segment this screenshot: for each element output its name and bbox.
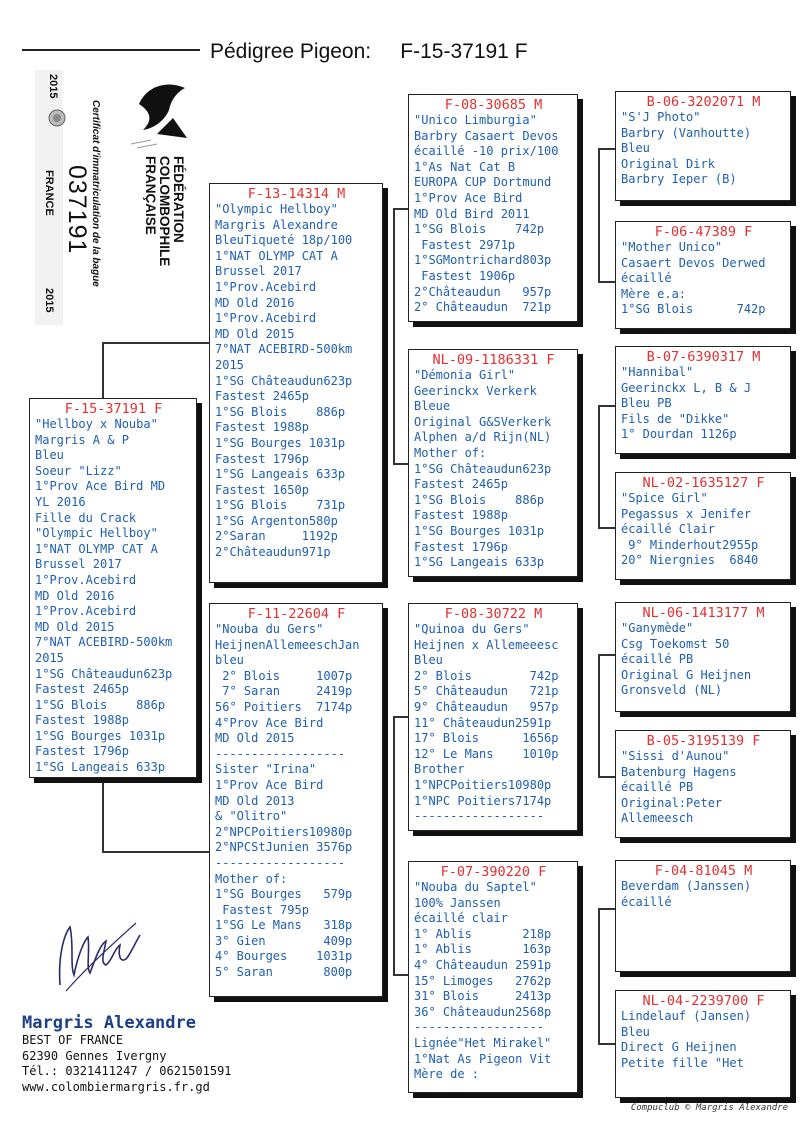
pigeon-detail-line: Fastest 1906p: [414, 268, 516, 283]
pigeon-detail-line: écaillé: [621, 894, 672, 909]
connector: [598, 281, 616, 283]
pigeon-card-subject: [29, 398, 197, 778]
pigeon-detail-line: "Quinoa du Gers": [414, 622, 530, 636]
pigeon-detail-line: Lindelauf (Jansen): [621, 1009, 752, 1023]
pigeon-ring-id: NL-02-1635127 F: [642, 475, 765, 491]
pigeon-detail-line: "Démonia Girl": [414, 368, 516, 382]
pigeon-detail-line: Pegassus x Jenifer: [621, 506, 752, 521]
pigeon-details: [414, 880, 573, 1083]
pigeon-detail-line: 1°As Nat Cat B: [414, 159, 516, 174]
pigeon-detail-line: Fastest 1650p: [215, 482, 309, 497]
pigeon-details: [215, 622, 378, 981]
pigeon-detail-line: 56° Poitiers 7174p: [215, 699, 353, 714]
pigeon-detail-line: Fastest 1988p: [414, 508, 508, 523]
pigeon-detail-line: Sister "Irina": [215, 762, 317, 777]
connector: [102, 772, 104, 852]
pigeon-detail-line: 7°NAT ACEBIRD-500km: [215, 342, 353, 357]
pigeon-detail-line: EUROPA CUP Dortmund: [414, 175, 552, 190]
pigeon-detail-line: bleu: [215, 653, 244, 668]
pigeon-detail-line: 2°Saran 1192p: [215, 529, 338, 544]
pigeon-detail-line: Barbry (Vanhoutte): [621, 125, 752, 140]
pigeon-details: [621, 491, 786, 569]
pigeon-detail-line: 1°NPC Poitiers7174p: [414, 793, 552, 808]
connector: [598, 527, 616, 529]
pigeon-detail-line: écaillé PB: [621, 652, 694, 667]
pigeon-ring-id: NL-04-2239700 F: [642, 993, 765, 1009]
pigeon-card-dam: [209, 603, 383, 997]
pigeon-detail-line: 2° Châteaudun 721p: [414, 300, 552, 315]
pigeon-ring-id: F-08-30722 M: [444, 606, 543, 622]
pigeon-detail-line: Fastest 1796p: [35, 744, 129, 759]
pigeon-detail-line: Margris Alexandre: [215, 217, 338, 232]
pigeon-details: [621, 1009, 786, 1071]
pigeon-detail-line: 20° Niergnies 6840: [621, 553, 759, 568]
owner-block: [22, 1013, 232, 1095]
pigeon-detail-line: 1°SG Blois 886p: [35, 697, 166, 712]
signature: [40, 905, 150, 1005]
connector: [393, 463, 409, 465]
pigeon-detail-line: "Hannibal": [621, 365, 694, 379]
connector: [598, 654, 616, 656]
pigeon-detail-line: Fastest 795p: [215, 902, 309, 917]
connector: [393, 716, 395, 974]
pigeon-detail-line: 1° Ablis 163p: [414, 942, 552, 957]
pigeon-ring-id: F-04-81045 M: [654, 863, 753, 879]
pigeon-ring-id: F-15-37191 F: [64, 401, 163, 417]
pigeon-detail-line: 7° Saran 2419p: [215, 684, 353, 699]
pigeon-card-dam-dam: [408, 861, 578, 1093]
pigeon-detail-line: "Spice Girl": [621, 491, 708, 505]
certificate-year-top: 2015: [47, 74, 59, 99]
pigeon-card-ggp-1: [615, 91, 791, 201]
pigeon-detail-line: Fastest 1796p: [414, 539, 508, 554]
pigeon-detail-line: écaillé -10 prix/100: [414, 144, 559, 159]
pigeon-detail-line: 1°SG Langeais 633p: [35, 760, 166, 775]
pigeon-detail-line: 1°Prov.Acebird: [215, 279, 317, 294]
pigeon-detail-line: Fastest 1796p: [215, 451, 309, 466]
pigeon-detail-line: Brussel 2017: [35, 557, 122, 572]
pigeon-detail-line: 1°SG Bourges 1031p: [215, 435, 346, 450]
pigeon-detail-line: Fastest 1988p: [35, 713, 129, 728]
pigeon-card-sire: [209, 183, 383, 583]
pigeon-detail-line: 4°Prov Ace Bird: [215, 715, 324, 730]
connector: [102, 851, 210, 853]
connector: [102, 342, 210, 344]
pigeon-card-ggp-4: [615, 472, 791, 580]
pigeon-details: [621, 621, 786, 699]
pigeon-ring-id: B-07-6390317 M: [646, 349, 761, 365]
pigeon-detail-line: MD Old 2016: [35, 588, 115, 603]
owner-line: Tél.: 0321411247 / 0621501591: [22, 1064, 232, 1078]
pigeon-detail-line: Fille du Crack: [35, 510, 137, 525]
federation-logo-icon: [127, 74, 203, 150]
pigeon-detail-line: 1°Prov Ace Bird: [215, 777, 324, 792]
pigeon-detail-line: Fastest 1988p: [215, 420, 309, 435]
pigeon-detail-line: 36° Châteaudun2568p: [414, 1004, 552, 1019]
pigeon-detail-line: Fastest 2465p: [414, 477, 508, 492]
pigeon-ring-id: F-06-47389 F: [654, 224, 753, 240]
pigeon-detail-line: 1°Prov.Acebird: [35, 604, 137, 619]
connector: [598, 1043, 616, 1045]
pigeon-detail-line: "S'J Photo": [621, 110, 701, 124]
pigeon-card-ggp-3: [615, 346, 791, 454]
pigeon-card-dam-sire: [408, 603, 578, 831]
pigeon-detail-line: ------------------: [414, 809, 545, 824]
pigeon-detail-line: 1°SG Bourges 1031p: [414, 523, 545, 538]
pigeon-detail-line: 100% Janssen: [414, 895, 501, 910]
pigeon-card-sire-sire: [408, 94, 578, 322]
pigeon-details: [35, 417, 192, 776]
pigeon-detail-line: Bleu: [621, 1024, 650, 1039]
pigeon-detail-line: MD Old 2015: [35, 619, 115, 634]
page-title: Pédigree Pigeon: F-15-37191 F: [210, 40, 528, 63]
owner-website-link[interactable]: www.colombiermargris.fr.gd: [22, 1079, 210, 1094]
pigeon-detail-line: 1°SG Blois 886p: [215, 404, 346, 419]
pigeon-detail-line: Barbry Casaert Devos: [414, 128, 559, 143]
pigeon-details: [621, 879, 786, 910]
pigeon-detail-line: Bleu: [35, 448, 64, 463]
federation-seal-icon: [47, 108, 67, 128]
pigeon-detail-line: "Nouba du Saptel": [414, 880, 537, 894]
pigeon-card-ggp-5: [615, 602, 791, 712]
connector: [393, 716, 409, 718]
certificate-title: Certificat d'immatriculation de la bague: [90, 100, 101, 287]
pigeon-ring-id: F-11-22604 F: [247, 606, 346, 622]
pigeon-detail-line: 2°NPCStJunien 3576p: [215, 840, 353, 855]
pigeon-detail-line: ------------------: [414, 1020, 545, 1035]
pigeon-details: [414, 622, 573, 825]
owner-line: BEST OF FRANCE: [22, 1033, 124, 1047]
pigeon-detail-line: ------------------: [215, 746, 346, 761]
connector: [598, 776, 616, 778]
pigeon-detail-line: Bleue: [414, 399, 451, 414]
pigeon-details: [621, 110, 786, 188]
pigeon-detail-line: 5° Saran 800p: [215, 965, 353, 980]
pigeon-detail-line: écaillé Clair: [621, 522, 715, 537]
pigeon-detail-line: Margris A & P: [35, 432, 129, 447]
pigeon-detail-line: 1°Prov Ace Bird MD: [35, 479, 166, 494]
pigeon-detail-line: 1°SG Langeais 633p: [414, 555, 545, 570]
pigeon-detail-line: 1°Nat As Pigeon Vit: [414, 1051, 552, 1066]
pigeon-detail-line: MD Old 2016: [215, 295, 295, 310]
pigeon-detail-line: 2°Châteaudun971p: [215, 545, 331, 560]
pigeon-detail-line: Brussel 2017: [215, 264, 302, 279]
pigeon-detail-line: ------------------: [215, 855, 346, 870]
pigeon-detail-line: Bleu PB: [621, 396, 672, 411]
certificate-year-bottom: 2015: [43, 288, 55, 313]
pigeon-detail-line: 1°SG Blois 742p: [414, 222, 545, 237]
pigeon-ring-id: NL-06-1413177 M: [642, 605, 765, 621]
pigeon-detail-line: "Sissi d'Aunou": [621, 749, 730, 763]
pigeon-detail-line: Original:Peter: [621, 795, 723, 810]
pigeon-detail-line: "Ganymède": [621, 621, 694, 635]
pigeon-detail-line: 2° Blois 1007p: [215, 668, 353, 683]
pigeon-detail-line: Lignée"Het Mirakel": [414, 1035, 552, 1050]
pigeon-card-ggp-8: [615, 990, 791, 1098]
copyright-footer: Compuclub © Margris Alexandre: [630, 1103, 788, 1113]
pigeon-detail-line: Original G&SVerkerk: [414, 414, 552, 429]
pigeon-detail-line: 4° Bourges 1031p: [215, 949, 353, 964]
pigeon-detail-line: 2°Châteaudun 957p: [414, 284, 552, 299]
pigeon-detail-line: 5° Châteaudun 721p: [414, 684, 559, 699]
pigeon-detail-line: 2°NPCPoitiers10980p: [215, 824, 353, 839]
pigeon-detail-line: Brother: [414, 762, 465, 777]
pigeon-detail-line: Mère de :: [414, 1067, 480, 1082]
pigeon-detail-line: 1° Dourdan 1126p: [621, 427, 737, 442]
pigeon-detail-line: 9° Minderhout2955p: [621, 537, 759, 552]
pigeon-ring-id: B-06-3202071 M: [646, 94, 761, 110]
federation-line-1: FÉDÉRATION: [171, 156, 186, 243]
pigeon-detail-line: Bleu: [414, 653, 443, 668]
pigeon-detail-line: 1°NAT OLYMP CAT A: [35, 541, 158, 556]
pigeon-detail-line: 3° Gien 409p: [215, 933, 353, 948]
pigeon-detail-line: 9° Châteaudun 957p: [414, 699, 559, 714]
pigeon-detail-line: Soeur "Lizz": [35, 463, 122, 478]
pigeon-detail-line: Csg Toekomst 50: [621, 636, 730, 651]
pigeon-details: [621, 240, 786, 318]
pigeon-detail-line: 1°SG Langeais 633p: [215, 467, 346, 482]
pigeon-detail-line: 7°NAT ACEBIRD-500km: [35, 635, 173, 650]
header-rule: [22, 49, 200, 51]
pigeon-details: [414, 113, 573, 316]
pigeon-detail-line: 1°SG Argenton580p: [215, 513, 338, 528]
pigeon-detail-line: 1°SG Bourges 1031p: [35, 728, 166, 743]
pigeon-card-ggp-6: [615, 730, 791, 838]
pigeon-detail-line: Mother of:: [414, 445, 487, 460]
pigeon-detail-line: écaillé: [621, 271, 672, 286]
pigeon-detail-line: 1°SG Châteaudun623p: [35, 666, 173, 681]
pigeon-detail-line: 1°SG Le Mans 318p: [215, 918, 353, 933]
pigeon-detail-line: 1° Ablis 218p: [414, 926, 552, 941]
pigeon-detail-line: 1°SG Blois 731p: [215, 498, 346, 513]
connector: [393, 208, 395, 463]
pigeon-detail-line: Beverdam (Janssen): [621, 879, 752, 893]
pigeon-detail-line: Allemeesch: [621, 811, 694, 826]
pigeon-detail-line: 11° Châteaudun2591p: [414, 715, 552, 730]
pigeon-detail-line: Bleu: [621, 141, 650, 156]
connector: [393, 208, 409, 210]
pigeon-detail-line: 1°SG Blois 886p: [414, 492, 545, 507]
connector: [598, 148, 616, 150]
pigeon-detail-line: YL 2016: [35, 494, 86, 509]
pigeon-detail-line: 15° Limoges 2762p: [414, 973, 552, 988]
pigeon-detail-line: Fils de "Dikke": [621, 411, 730, 426]
pigeon-ring-id: F-08-30685 M: [444, 97, 543, 113]
pigeon-card-ggp-7: [615, 860, 791, 972]
pigeon-detail-line: "Unico Limburgia": [414, 113, 537, 127]
federation-line-3: FRANÇAISE: [143, 156, 158, 235]
pigeon-detail-line: Original G Heijnen: [621, 667, 752, 682]
pigeon-detail-line: & "Olitro": [215, 809, 288, 824]
pigeon-detail-line: Alphen a/d Rijn(NL): [414, 430, 552, 445]
pigeon-detail-line: 4° Châteaudun 2591p: [414, 957, 552, 972]
pigeon-detail-line: Petite fille "Het: [621, 1055, 744, 1070]
certificate-country: FRANCE: [43, 170, 55, 216]
pigeon-details: [215, 202, 378, 561]
pigeon-detail-line: Barbry Ieper (B): [621, 172, 737, 187]
pigeon-detail-line: 1°NPCPoitiers10980p: [414, 777, 552, 792]
owner-name: Margris Alexandre: [22, 1013, 196, 1033]
pigeon-card-sire-dam: [408, 349, 578, 577]
pigeon-detail-line: MD Old 2013: [215, 793, 295, 808]
pigeon-detail-line: 2015: [215, 357, 244, 372]
pigeon-detail-line: écaillé PB: [621, 780, 694, 795]
pigeon-detail-line: 1°SG Bourges 579p: [215, 887, 353, 902]
pigeon-detail-line: Mère e.a:: [621, 286, 687, 301]
pigeon-detail-line: 1°Prov.Acebird: [215, 311, 317, 326]
pigeon-detail-line: Gronsveld (NL): [621, 683, 723, 698]
pigeon-detail-line: "Nouba du Gers": [215, 622, 324, 636]
pigeon-detail-line: 1°Prov Ace Bird: [414, 190, 523, 205]
pigeon-detail-line: BleuTiqueté 18p/100: [215, 233, 353, 248]
federation-line-2: COLOMBOPHILE: [157, 156, 172, 267]
federation-name: [143, 156, 185, 266]
pigeon-detail-line: MD Old 2015: [215, 326, 295, 341]
pigeon-detail-line: 1°SG Blois 742p: [621, 302, 766, 317]
connector: [393, 974, 409, 976]
pigeon-ring-id: NL-09-1186331 F: [432, 352, 555, 368]
pigeon-detail-line: 12° Le Mans 1010p: [414, 746, 559, 761]
pigeon-detail-line: 1°NAT OLYMP CAT A: [215, 248, 338, 263]
connector: [598, 654, 600, 776]
connector: [598, 908, 600, 1043]
pigeon-detail-line: écaillé clair: [414, 911, 508, 926]
pigeon-detail-line: 17° Blois 1656p: [414, 731, 559, 746]
pigeon-detail-line: "Mother Unico": [621, 240, 723, 254]
pigeon-ring-id: F-07-390220 F: [440, 864, 547, 880]
ring-certificate: [35, 70, 205, 325]
pigeon-detail-line: 1°SG Châteaudun623p: [215, 373, 353, 388]
pigeon-details: [621, 365, 786, 443]
pigeon-detail-line: 31° Blois 2413p: [414, 989, 552, 1004]
certificate-number: 037191: [63, 165, 91, 255]
pigeon-detail-line: Heijnen x Allemeeesc: [414, 637, 559, 652]
pigeon-detail-line: 1°SGMontrichard803p: [414, 253, 552, 268]
connector: [598, 148, 600, 281]
pigeon-detail-line: Geerinckx L, B & J: [621, 380, 752, 395]
pigeon-detail-line: Batenburg Hagens: [621, 764, 737, 779]
pigeon-detail-line: Fastest 2465p: [215, 389, 309, 404]
pigeon-ring-id: B-05-3195139 F: [646, 733, 761, 749]
pigeon-detail-line: 2015: [35, 650, 64, 665]
pigeon-detail-line: 2° Blois 742p: [414, 668, 559, 683]
pigeon-detail-line: Casaert Devos Derwed: [621, 255, 766, 270]
pigeon-ring-id: F-13-14314 M: [247, 186, 346, 202]
pigeon-detail-line: 1°SG Châteaudun623p: [414, 461, 552, 476]
pigeon-detail-line: HeijnenAllemeeschJan: [215, 637, 360, 652]
pigeon-card-ggp-2: [615, 221, 791, 329]
connector: [598, 405, 600, 527]
pigeon-detail-line: Fastest 2465p: [35, 682, 129, 697]
pigeon-detail-line: Mother of:: [215, 871, 288, 886]
pigeon-detail-line: Geerinckx Verkerk: [414, 383, 537, 398]
pigeon-detail-line: "Olympic Hellboy": [35, 526, 158, 541]
connector: [598, 405, 616, 407]
pigeon-detail-line: MD Old 2015: [215, 731, 295, 746]
pigeon-detail-line: 1°Prov.Acebird: [35, 572, 137, 587]
owner-line: 62390 Gennes Ivergny: [22, 1048, 167, 1063]
connector: [598, 908, 616, 910]
pigeon-detail-line: MD Old Bird 2011: [414, 206, 530, 221]
pigeon-detail-line: Fastest 2971p: [414, 237, 516, 252]
pigeon-detail-line: Original Dirk: [621, 156, 715, 171]
pigeon-details: [621, 749, 786, 827]
pigeon-detail-line: "Hellboy x Nouba": [35, 417, 158, 431]
pigeon-details: [414, 368, 573, 571]
pigeon-detail-line: Direct G Heijnen: [621, 1040, 737, 1055]
pigeon-detail-line: "Olympic Hellboy": [215, 202, 338, 216]
